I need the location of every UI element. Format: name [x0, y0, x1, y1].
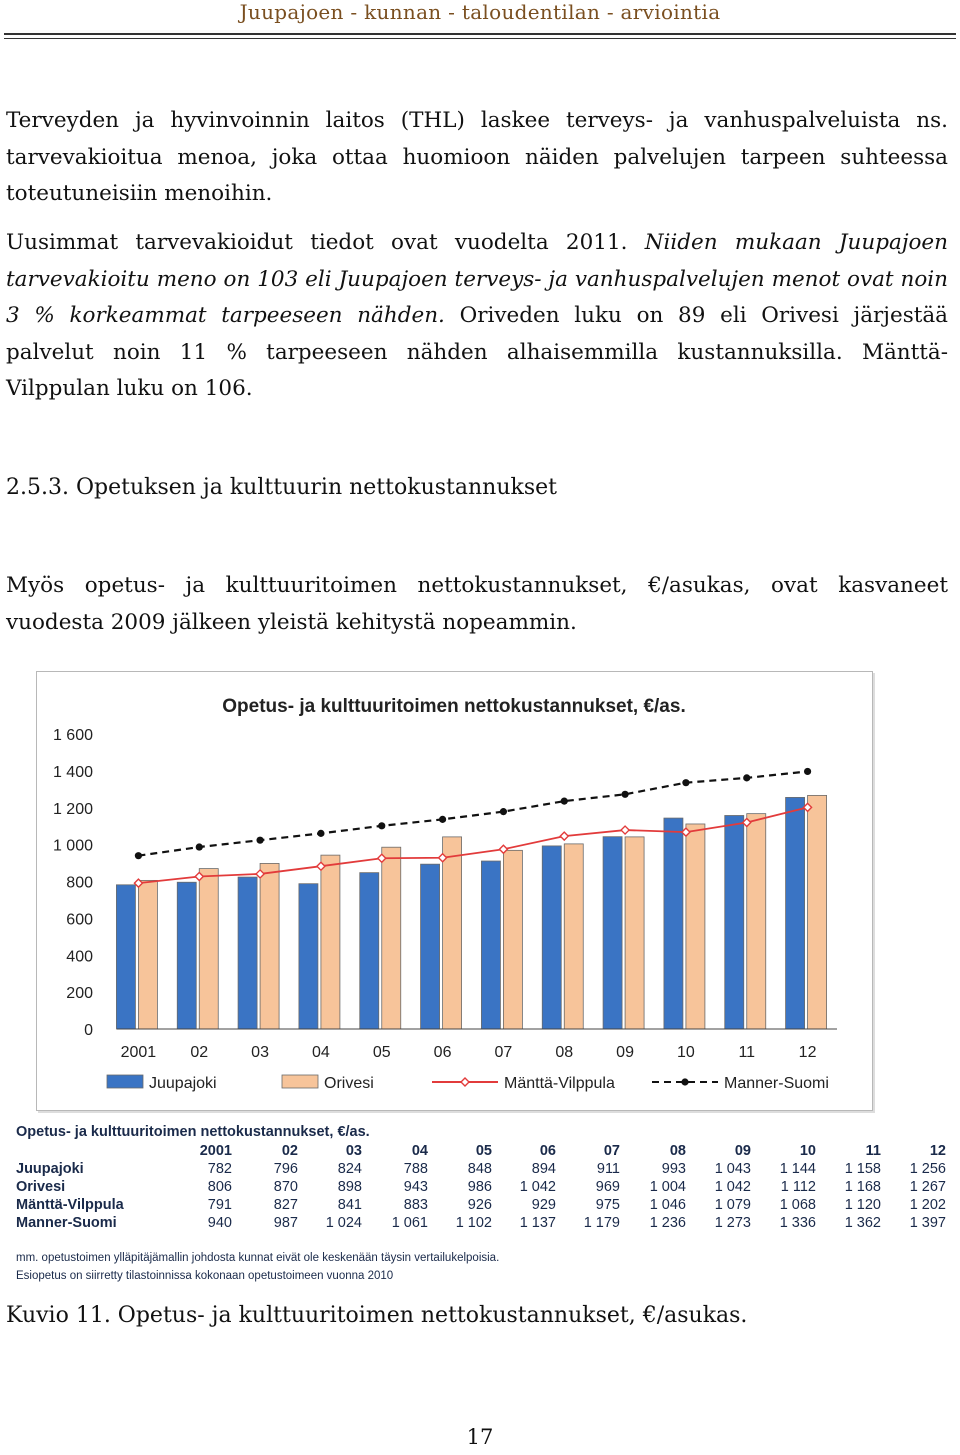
legend-marker	[681, 1078, 688, 1085]
point-manner-suomi	[256, 837, 263, 844]
y-tick-label: 1 000	[52, 837, 93, 855]
bar-orivesi	[321, 855, 340, 1029]
bar-orivesi	[443, 837, 462, 1029]
table-cell: 1 102	[455, 1215, 492, 1231]
point-manner-suomi	[682, 779, 689, 786]
table-column-header: 08	[669, 1143, 686, 1159]
data-table	[14, 1120, 954, 1290]
legend-swatch-orivesi	[282, 1075, 318, 1088]
x-tick-label: 08	[555, 1044, 574, 1061]
bar-orivesi	[808, 795, 827, 1029]
figure-caption: Kuvio 11. Opetus- ja kulttuuritoimen nettokustannukset, €/asukas.	[6, 1303, 748, 1328]
bar-orivesi	[747, 814, 766, 1029]
bar-orivesi	[138, 880, 157, 1029]
table-column-header: 11	[865, 1143, 881, 1159]
table-cell: 975	[595, 1197, 620, 1213]
y-tick-label: 1 200	[52, 800, 93, 818]
paragraph-text: Uusimmat tarvevakioidut tiedot ovat vuodelta 2011.	[6, 230, 645, 255]
table-cell: 993	[661, 1161, 686, 1177]
table-row-label: Orivesi	[16, 1179, 66, 1195]
table-cell: 894	[531, 1161, 556, 1177]
table-cell: 1 046	[649, 1197, 686, 1213]
table-cell: 1 179	[583, 1215, 620, 1231]
point-manner-suomi	[135, 852, 142, 859]
table-cell: 806	[207, 1179, 232, 1195]
table-row-label: Mänttä-Vilppula	[16, 1197, 124, 1213]
table-cell: 926	[467, 1197, 492, 1213]
table-note: Esiopetus on siirretty tilastoinnissa kokonaan opetustoimeen vuonna 2010	[16, 1270, 394, 1282]
table-cell: 911	[596, 1161, 620, 1177]
bar-juupajoki	[481, 861, 500, 1029]
x-tick-label: 02	[190, 1044, 209, 1061]
table-column-header: 07	[603, 1143, 620, 1159]
point-manner-suomi	[196, 843, 203, 850]
bar-orivesi	[199, 869, 218, 1029]
table-cell: 987	[273, 1215, 298, 1231]
paragraph-thl: Terveyden ja hyvinvoinnin laitos (THL) laskee terveys- ja vanhuspalveluista ns. tarvevakioitua menoa, joka ottaa huomioon näiden palvelujen tarpeen suhteessa toteutuneisiin menoihin.	[6, 108, 948, 206]
table-cell: 1 042	[714, 1179, 751, 1195]
line-mänttä-vilppula	[138, 807, 807, 883]
table-cell: 791	[207, 1197, 232, 1213]
legend-label: Orivesi	[324, 1075, 374, 1092]
table-cell: 1 236	[649, 1215, 686, 1231]
table-cell: 1 158	[844, 1161, 881, 1177]
legend-swatch-juupajoki	[107, 1075, 143, 1088]
table-cell: 1 168	[844, 1179, 881, 1195]
point-mänttä-vilppula	[621, 826, 629, 834]
x-tick-label: 04	[312, 1044, 330, 1061]
point-manner-suomi	[317, 830, 324, 837]
x-tick-label: 05	[372, 1044, 391, 1061]
table-cell: 1 112	[780, 1179, 816, 1195]
y-tick-label: 0	[84, 1022, 93, 1039]
table-cell: 1 061	[391, 1215, 428, 1231]
table-column-header: 2001	[199, 1143, 232, 1159]
table-cell: 1 024	[325, 1215, 362, 1231]
bar-juupajoki	[116, 885, 135, 1029]
bar-orivesi	[686, 824, 705, 1029]
bar-juupajoki	[725, 815, 744, 1029]
point-manner-suomi	[561, 798, 568, 805]
table-cell: 827	[273, 1197, 298, 1213]
table-cell: 1 079	[714, 1197, 751, 1213]
table-cell: 1 202	[909, 1197, 946, 1213]
table-cell: 969	[595, 1179, 620, 1195]
bar-orivesi	[625, 837, 644, 1029]
table-column-header: 04	[411, 1143, 428, 1159]
y-tick-label: 200	[66, 985, 93, 1003]
table-cell: 1 004	[649, 1179, 686, 1195]
y-tick-label: 1 400	[52, 763, 93, 781]
table-cell: 1 068	[779, 1197, 816, 1213]
bar-orivesi	[564, 844, 583, 1029]
table-cell: 943	[403, 1179, 428, 1195]
table-cell: 1 043	[714, 1161, 751, 1177]
y-tick-label: 1 600	[52, 727, 93, 744]
table-cell: 1 397	[909, 1215, 946, 1231]
bar-juupajoki	[299, 884, 318, 1029]
point-manner-suomi	[804, 768, 811, 775]
table-cell: 870	[273, 1179, 298, 1195]
header-rule-thin	[4, 38, 956, 39]
table-row-label: Manner-Suomi	[16, 1215, 117, 1231]
table-column-header: 05	[475, 1143, 492, 1159]
paragraph-italic: Niiden mukaan Juupajoen tarvevakioitu meno on 103 eli Juupajoen terveys- ja vanhuspalvelujen menot ovat noin 3 % korkeammat tarpeeseen nähden.	[6, 230, 948, 328]
table-cell: 841	[337, 1197, 362, 1213]
table-cell: 1 042	[519, 1179, 556, 1195]
legend-label: Juupajoki	[149, 1075, 217, 1092]
x-tick-label: 11	[738, 1044, 756, 1061]
table-cell: 1 120	[844, 1197, 881, 1213]
table-cell: 1 336	[779, 1215, 816, 1231]
point-manner-suomi	[500, 808, 507, 815]
table-cell: 1 137	[519, 1215, 556, 1231]
table-note: mm. opetustoimen ylläpitäjämallin johdosta kunnat eivät ole keskenään täysin vertailukelpoisia.	[16, 1252, 500, 1264]
chart-title: Opetus- ja kulttuuritoimen nettokustannukset, €/as.	[222, 696, 686, 717]
page-number: 17	[466, 1425, 494, 1449]
table-column-header: 03	[345, 1143, 362, 1159]
table-cell: 1 362	[844, 1215, 881, 1231]
line-manner-suomi	[138, 771, 807, 855]
table-cell: 788	[403, 1161, 428, 1177]
table-cell: 883	[403, 1197, 428, 1213]
header-rule	[4, 33, 956, 35]
bar-juupajoki	[421, 864, 440, 1029]
paragraph-text-cont: Oriveden luku on 89 eli Orivesi järjestää palvelut noin 11 % tarpeeseen nähden alhaisemmilla kustannuksilla. Mänttä-Vilppulan luku on 106.	[6, 303, 948, 401]
bar-orivesi	[260, 863, 279, 1029]
table-cell: 986	[467, 1179, 492, 1195]
table-column-header: 06	[539, 1143, 556, 1159]
table-title: Opetus- ja kulttuuritoimen nettokustannukset, €/as.	[16, 1124, 370, 1140]
y-tick-label: 800	[66, 874, 93, 892]
y-tick-label: 400	[66, 948, 93, 966]
x-tick-label: 10	[677, 1044, 695, 1061]
bar-orivesi	[503, 850, 522, 1029]
table-cell: 940	[207, 1215, 232, 1231]
point-manner-suomi	[378, 822, 385, 829]
table-row-label: Juupajoki	[16, 1161, 84, 1177]
chart-figure	[36, 671, 873, 1111]
legend-label: Manner-Suomi	[724, 1075, 829, 1092]
table-cell: 796	[273, 1161, 298, 1177]
paragraph-tarvevakioidut	[6, 225, 948, 408]
bar-line-chart	[37, 672, 872, 1110]
point-mänttä-vilppula	[560, 832, 568, 840]
x-tick-label: 03	[251, 1044, 269, 1061]
table-cell: 848	[467, 1161, 492, 1177]
page-header	[0, 0, 960, 40]
bar-juupajoki	[238, 877, 257, 1029]
bar-orivesi	[382, 847, 401, 1029]
table-column-header: 02	[281, 1143, 298, 1159]
bar-juupajoki	[786, 797, 805, 1029]
section-heading: 2.5.3. Opetuksen ja kulttuurin nettokustannukset	[6, 475, 557, 500]
bar-juupajoki	[177, 882, 196, 1029]
table-cell: 782	[207, 1161, 232, 1177]
bar-juupajoki	[542, 846, 561, 1029]
point-manner-suomi	[743, 774, 750, 781]
x-tick-label: 12	[798, 1044, 817, 1061]
table-column-header: 09	[734, 1143, 751, 1159]
x-tick-label: 2001	[120, 1044, 157, 1061]
bar-juupajoki	[603, 837, 622, 1029]
point-manner-suomi	[621, 791, 628, 798]
header-title: Juupajoen - kunnan - taloudentilan - arviointia	[239, 0, 721, 24]
table-cell: 1 273	[714, 1215, 751, 1231]
x-tick-label: 06	[433, 1044, 452, 1061]
table-cell: 898	[337, 1179, 362, 1195]
x-tick-label: 09	[616, 1044, 634, 1061]
table-column-header: 12	[929, 1143, 946, 1159]
point-manner-suomi	[439, 816, 446, 823]
data-table-svg	[14, 1120, 954, 1290]
table-cell: 1 144	[779, 1161, 816, 1177]
paragraph-opetus: Myös opetus- ja kulttuuritoimen nettokustannukset, €/asukas, ovat kasvaneet vuodesta 2009 jälkeen yleistä kehitystä nopeammin.	[6, 573, 948, 635]
table-cell: 1 267	[909, 1179, 946, 1195]
table-column-header: 10	[799, 1143, 816, 1159]
legend-marker	[461, 1078, 469, 1086]
y-tick-label: 600	[66, 911, 93, 929]
table-cell: 824	[337, 1161, 362, 1177]
table-cell: 929	[531, 1197, 556, 1213]
table-cell: 1 256	[909, 1161, 946, 1177]
x-tick-label: 07	[494, 1044, 513, 1061]
legend-label: Mänttä-Vilppula	[504, 1075, 615, 1092]
bar-juupajoki	[664, 818, 683, 1029]
bar-juupajoki	[360, 873, 379, 1029]
